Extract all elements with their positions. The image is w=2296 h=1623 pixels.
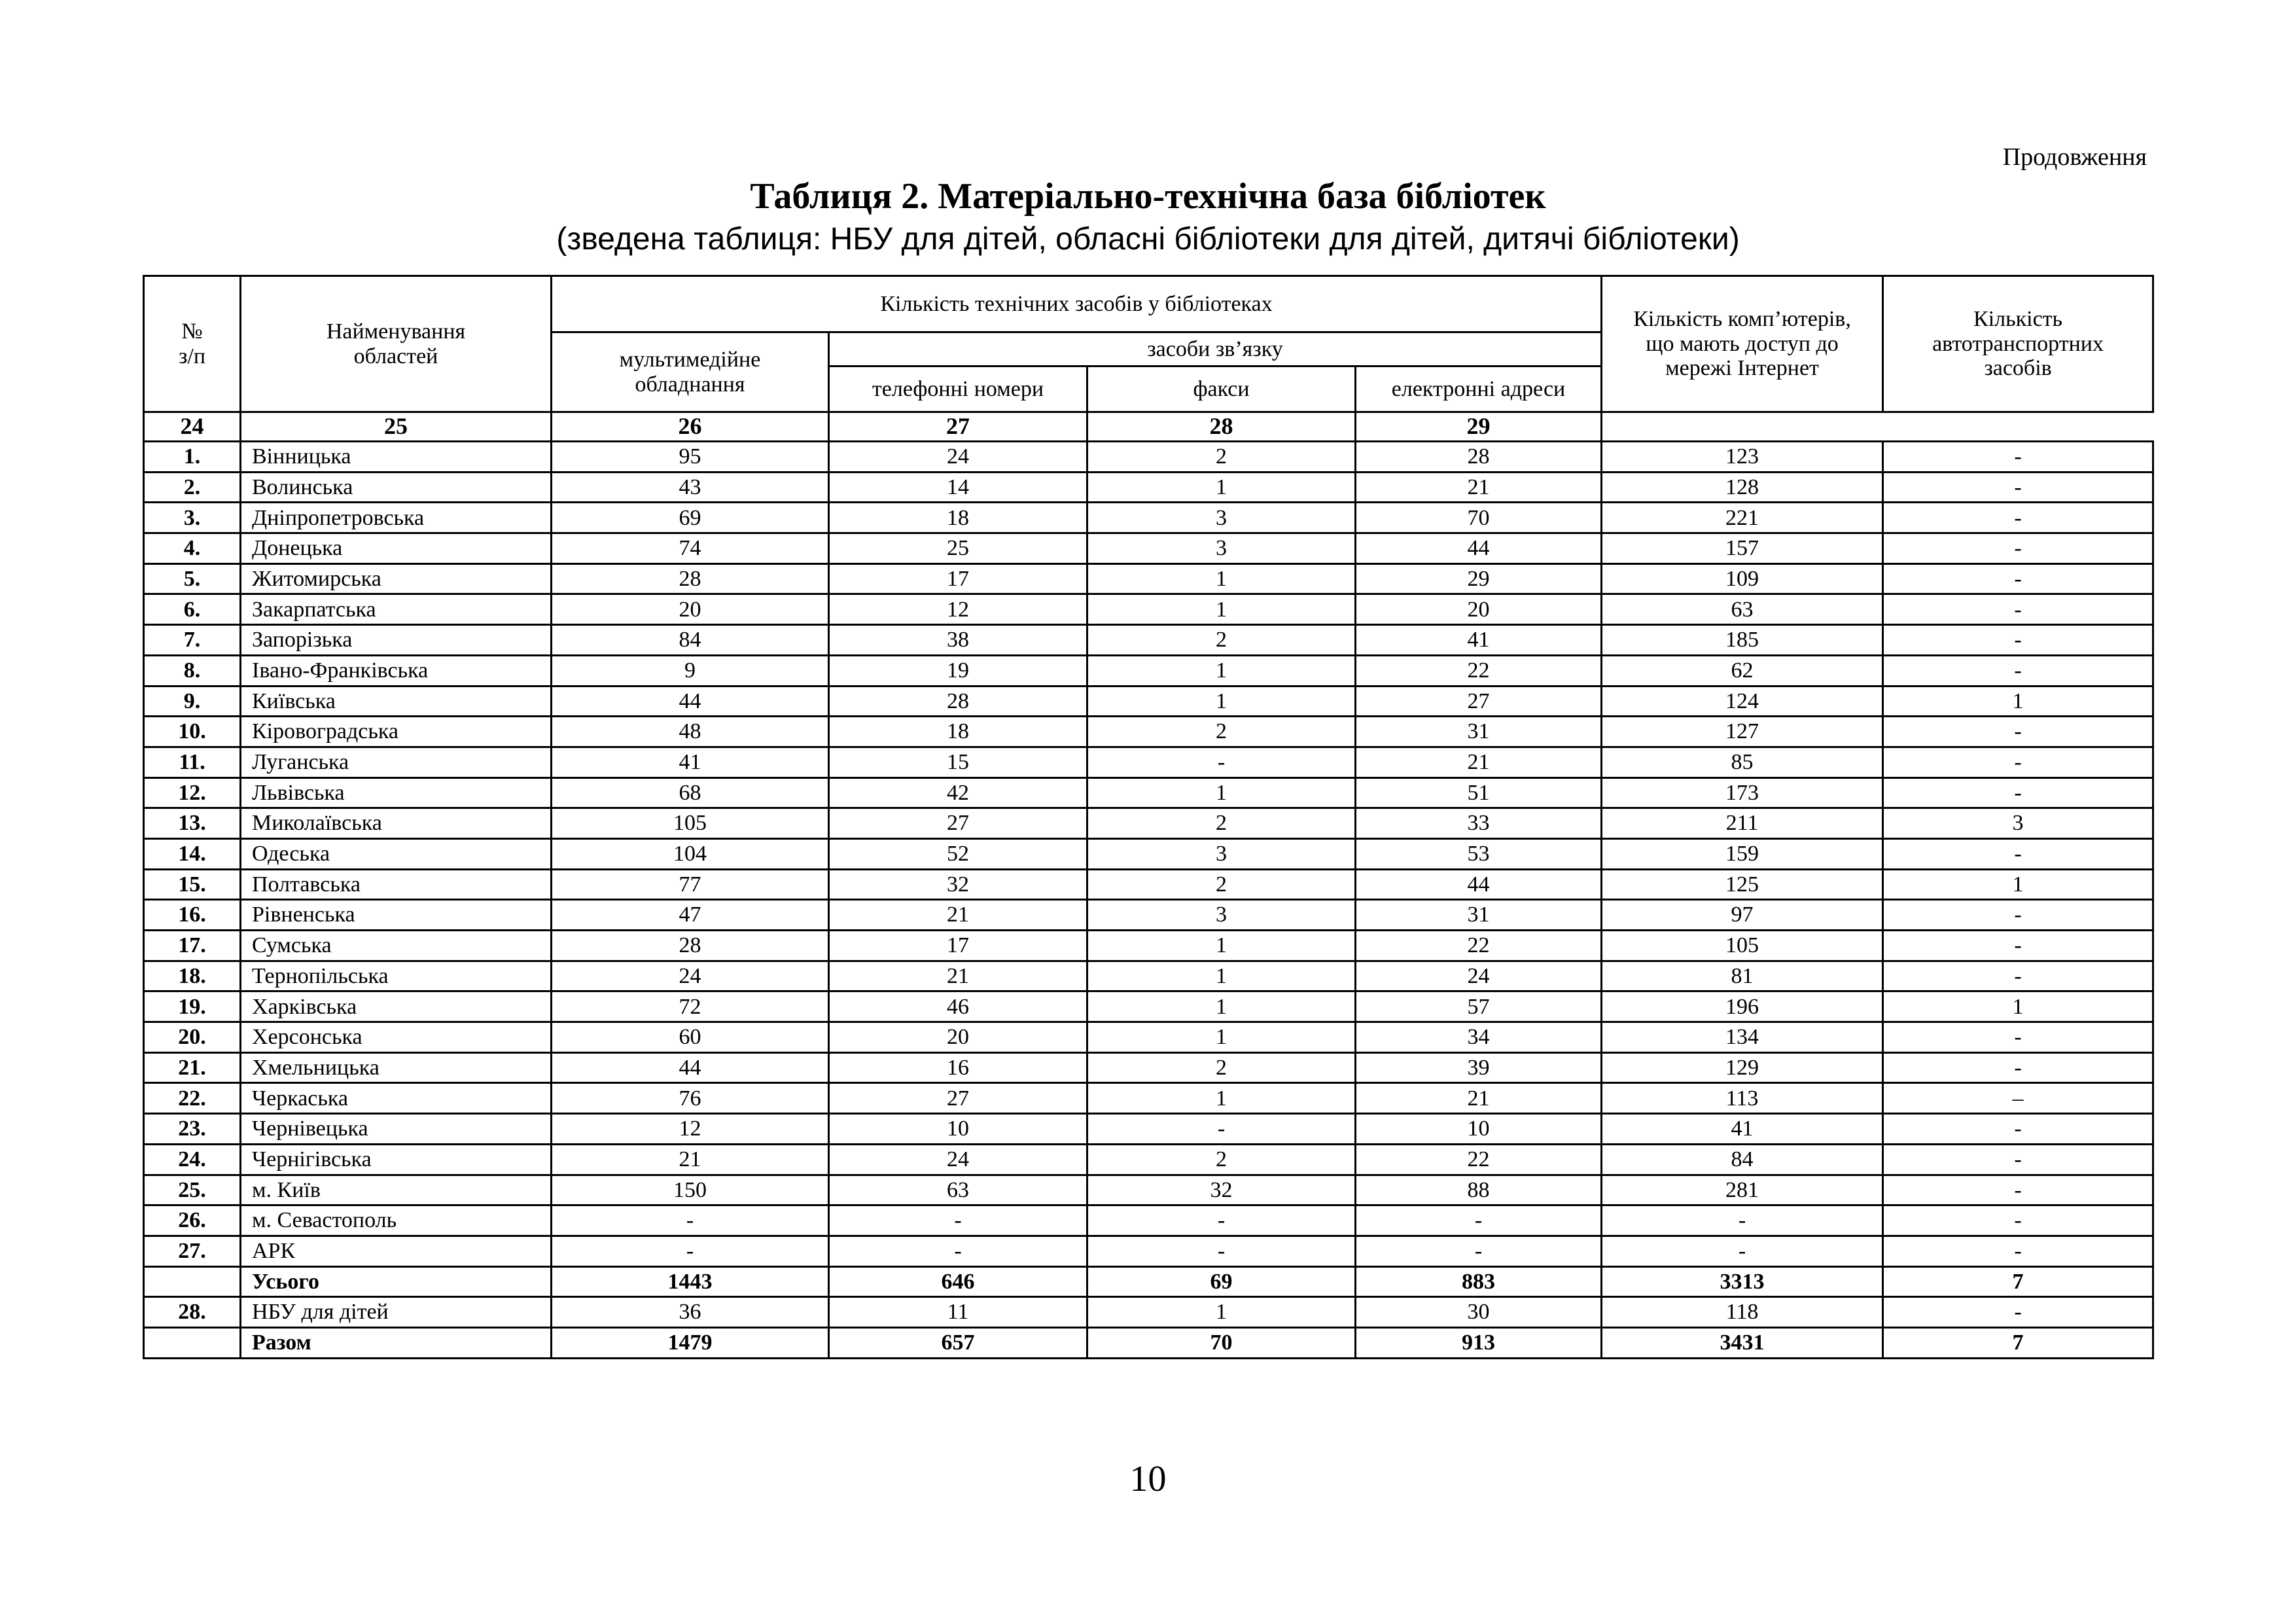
table-row [144, 961, 2153, 991]
value-cell: - [1883, 717, 2153, 747]
column-number-row [144, 412, 2153, 442]
value-cell: - [1883, 1297, 2153, 1328]
value-cell: 10 [829, 1114, 1087, 1145]
table-row [144, 503, 2153, 533]
value-cell: 41 [1602, 1114, 1883, 1145]
value-cell: 88 [1356, 1175, 1602, 1205]
value-cell: 24 [552, 961, 829, 991]
value-cell: - [1883, 1022, 2153, 1053]
value-cell: - [1087, 1114, 1356, 1145]
value-cell: 3 [1087, 838, 1356, 869]
value-cell: 281 [1602, 1175, 1883, 1205]
row-number: 19. [144, 991, 241, 1022]
value-cell: 12 [829, 594, 1087, 625]
value-cell: 25 [829, 533, 1087, 564]
value-cell: - [1087, 1205, 1356, 1236]
table-subtitle: (зведена таблиця: НБУ для дітей, обласні бібліотеки для дітей, дитячі бібліотеки) [556, 222, 1740, 257]
table-row [144, 625, 2153, 656]
total-row [144, 1327, 2153, 1358]
value-cell: 22 [1356, 931, 1602, 961]
value-cell: 1 [1087, 594, 1356, 625]
row-number: 12. [144, 777, 241, 808]
region-name: Хмельницька [241, 1052, 552, 1083]
value-cell: 211 [1602, 808, 1883, 839]
value-cell: 17 [829, 931, 1087, 961]
table-row [144, 869, 2153, 900]
table-row [144, 1144, 2153, 1175]
region-name: м. Київ [241, 1175, 552, 1205]
row-number: 20. [144, 1022, 241, 1053]
table-row [144, 1114, 2153, 1145]
value-cell: 33 [1356, 808, 1602, 839]
table-row [144, 1052, 2153, 1083]
value-cell: 173 [1602, 777, 1883, 808]
row-number: 7. [144, 625, 241, 656]
value-cell: 20 [829, 1022, 1087, 1053]
value-cell: 2 [1087, 869, 1356, 900]
value-cell: 69 [1087, 1266, 1356, 1297]
value-cell: 70 [1356, 503, 1602, 533]
value-cell: 1 [1087, 655, 1356, 686]
value-cell: 129 [1602, 1052, 1883, 1083]
value-cell: 46 [829, 991, 1087, 1022]
row-number: 13. [144, 808, 241, 839]
region-name: Рівненська [241, 900, 552, 931]
value-cell: 27 [829, 808, 1087, 839]
value-cell: 68 [552, 777, 829, 808]
value-cell: 113 [1602, 1083, 1883, 1114]
header-region-name: Найменування областей [241, 276, 552, 412]
region-name: АРК [241, 1236, 552, 1266]
value-cell: 63 [829, 1175, 1087, 1205]
value-cell: 123 [1602, 442, 1883, 473]
region-name: Разом [241, 1327, 552, 1358]
value-cell: - [1883, 1175, 2153, 1205]
value-cell: 62 [1602, 655, 1883, 686]
value-cell: 1 [1087, 1083, 1356, 1114]
region-name: Донецька [241, 533, 552, 564]
value-cell: 74 [552, 533, 829, 564]
value-cell: 3 [1087, 900, 1356, 931]
row-number: 26. [144, 1205, 241, 1236]
value-cell: - [1883, 563, 2153, 594]
value-cell: 95 [552, 442, 829, 473]
value-cell: 97 [1602, 900, 1883, 931]
value-cell: 7 [1883, 1266, 2153, 1297]
header-emails: електронні адреси [1356, 366, 1602, 412]
value-cell: 3431 [1602, 1327, 1883, 1358]
value-cell: 1 [1087, 472, 1356, 503]
value-cell: 2 [1087, 717, 1356, 747]
value-cell: 39 [1356, 1052, 1602, 1083]
value-cell: - [1087, 747, 1356, 777]
value-cell: - [1883, 777, 2153, 808]
value-cell: 44 [552, 686, 829, 717]
table-row [144, 1236, 2153, 1266]
region-name: Одеська [241, 838, 552, 869]
row-number: 3. [144, 503, 241, 533]
value-cell: - [1883, 747, 2153, 777]
value-cell: 22 [1356, 1144, 1602, 1175]
value-cell: 1 [1883, 686, 2153, 717]
value-cell: 18 [829, 717, 1087, 747]
value-cell: 24 [829, 442, 1087, 473]
value-cell: 14 [829, 472, 1087, 503]
table-row [144, 686, 2153, 717]
header-communication-group: засоби зв’язку [829, 332, 1602, 366]
value-cell: - [1883, 533, 2153, 564]
page-number: 10 [1129, 1459, 1167, 1499]
column-number-cell: 26 [552, 412, 829, 442]
value-cell: 81 [1602, 961, 1883, 991]
region-name: Луганська [241, 747, 552, 777]
value-cell: 150 [552, 1175, 829, 1205]
value-cell: 41 [1356, 625, 1602, 656]
value-cell: 57 [1356, 991, 1602, 1022]
region-name: Черкаська [241, 1083, 552, 1114]
value-cell: - [829, 1205, 1087, 1236]
region-name: Херсонська [241, 1022, 552, 1053]
row-number: 25. [144, 1175, 241, 1205]
table-row [144, 594, 2153, 625]
row-number: 28. [144, 1297, 241, 1328]
header-phones: телефонні номери [829, 366, 1087, 412]
value-cell: 51 [1356, 777, 1602, 808]
value-cell: 128 [1602, 472, 1883, 503]
table-row [144, 1083, 2153, 1114]
value-cell: 20 [1356, 594, 1602, 625]
region-name: Волинська [241, 472, 552, 503]
value-cell: 9 [552, 655, 829, 686]
region-name: Закарпатська [241, 594, 552, 625]
table-row [144, 1175, 2153, 1205]
value-cell: 28 [1356, 442, 1602, 473]
region-name: Сумська [241, 931, 552, 961]
value-cell: 159 [1602, 838, 1883, 869]
value-cell: 21 [1356, 472, 1602, 503]
value-cell: - [1883, 931, 2153, 961]
value-cell: - [1883, 838, 2153, 869]
value-cell: 21 [1356, 1083, 1602, 1114]
value-cell: - [1087, 1236, 1356, 1266]
row-number: 5. [144, 563, 241, 594]
row-number: 21. [144, 1052, 241, 1083]
value-cell: 24 [829, 1144, 1087, 1175]
region-name: Усього [241, 1266, 552, 1297]
value-cell: 1 [1087, 777, 1356, 808]
value-cell: - [1883, 1205, 2153, 1236]
value-cell: 105 [1602, 931, 1883, 961]
value-cell: 48 [552, 717, 829, 747]
value-cell: 3313 [1602, 1266, 1883, 1297]
column-number-cell: 25 [241, 412, 552, 442]
value-cell: 104 [552, 838, 829, 869]
row-number: 16. [144, 900, 241, 931]
table-row [144, 777, 2153, 808]
value-cell: 913 [1356, 1327, 1602, 1358]
row-number [144, 1327, 241, 1358]
value-cell: 77 [552, 869, 829, 900]
row-number [144, 1266, 241, 1297]
value-cell: 27 [1356, 686, 1602, 717]
value-cell: - [1883, 1144, 2153, 1175]
region-name: м. Севастополь [241, 1205, 552, 1236]
value-cell: - [1356, 1236, 1602, 1266]
value-cell: - [1602, 1236, 1883, 1266]
value-cell: 20 [552, 594, 829, 625]
value-cell: 15 [829, 747, 1087, 777]
value-cell: - [1883, 1052, 2153, 1083]
value-cell: 883 [1356, 1266, 1602, 1297]
table-row [144, 808, 2153, 839]
row-number: 4. [144, 533, 241, 564]
value-cell: 32 [1087, 1175, 1356, 1205]
region-name: Запорізька [241, 625, 552, 656]
region-name: Чернівецька [241, 1114, 552, 1145]
row-number: 22. [144, 1083, 241, 1114]
region-name: Миколаївська [241, 808, 552, 839]
value-cell: 41 [552, 747, 829, 777]
row-number: 1. [144, 442, 241, 473]
column-number-cell: 29 [1356, 412, 1602, 442]
row-number: 18. [144, 961, 241, 991]
value-cell: 221 [1602, 503, 1883, 533]
region-name: Вінницька [241, 442, 552, 473]
table-row [144, 838, 2153, 869]
value-cell: - [1356, 1205, 1602, 1236]
value-cell: 19 [829, 655, 1087, 686]
value-cell: 185 [1602, 625, 1883, 656]
value-cell: 47 [552, 900, 829, 931]
value-cell: 3 [1087, 503, 1356, 533]
value-cell: 134 [1602, 1022, 1883, 1053]
value-cell: 85 [1602, 747, 1883, 777]
value-cell: 16 [829, 1052, 1087, 1083]
value-cell: 127 [1602, 717, 1883, 747]
row-number: 14. [144, 838, 241, 869]
header-computers: Кількість комп’ютерів, що мають доступ до мережі Інтернет [1602, 276, 1883, 412]
value-cell: 52 [829, 838, 1087, 869]
header-faxes: факси [1087, 366, 1356, 412]
column-number-cell: 24 [144, 412, 241, 442]
region-name: НБУ для дітей [241, 1297, 552, 1328]
value-cell: 43 [552, 472, 829, 503]
value-cell: 118 [1602, 1297, 1883, 1328]
column-number-cell: 28 [1087, 412, 1356, 442]
value-cell: 1 [1883, 991, 2153, 1022]
value-cell: 30 [1356, 1297, 1602, 1328]
row-number: 8. [144, 655, 241, 686]
value-cell: 1 [1087, 931, 1356, 961]
value-cell: 44 [1356, 533, 1602, 564]
value-cell: - [1883, 900, 2153, 931]
value-cell: 24 [1356, 961, 1602, 991]
row-number: 2. [144, 472, 241, 503]
row-number: 6. [144, 594, 241, 625]
value-cell: 109 [1602, 563, 1883, 594]
value-cell: 27 [829, 1083, 1087, 1114]
value-cell: 70 [1087, 1327, 1356, 1358]
value-cell: 2 [1087, 808, 1356, 839]
value-cell: 60 [552, 1022, 829, 1053]
value-cell: 1 [1087, 563, 1356, 594]
value-cell: 2 [1087, 625, 1356, 656]
row-number: 23. [144, 1114, 241, 1145]
value-cell: 36 [552, 1297, 829, 1328]
table-row [144, 563, 2153, 594]
table-row [144, 900, 2153, 931]
value-cell: 53 [1356, 838, 1602, 869]
value-cell: 157 [1602, 533, 1883, 564]
table-row [144, 1205, 2153, 1236]
value-cell: 76 [552, 1083, 829, 1114]
value-cell: 31 [1356, 900, 1602, 931]
value-cell: - [552, 1236, 829, 1266]
row-number: 17. [144, 931, 241, 961]
value-cell: 72 [552, 991, 829, 1022]
value-cell: - [1883, 442, 2153, 473]
value-cell: 124 [1602, 686, 1883, 717]
table-row [144, 991, 2153, 1022]
header-multimedia: мультимедійне обладнання [552, 332, 829, 412]
table-row [144, 717, 2153, 747]
value-cell: 1 [1883, 869, 2153, 900]
value-cell: 29 [1356, 563, 1602, 594]
table-row [144, 442, 2153, 473]
value-cell: 1479 [552, 1327, 829, 1358]
value-cell: 34 [1356, 1022, 1602, 1053]
row-number: 15. [144, 869, 241, 900]
value-cell: 28 [829, 686, 1087, 717]
value-cell: - [829, 1236, 1087, 1266]
region-name: Тернопільська [241, 961, 552, 991]
header-tech-group: Кількість технічних засобів у бібліотеках [552, 276, 1602, 332]
value-cell: 38 [829, 625, 1087, 656]
region-name: Харківська [241, 991, 552, 1022]
header-number: № з/п [144, 276, 241, 412]
table-row [144, 1297, 2153, 1328]
column-number-cell: 27 [829, 412, 1087, 442]
region-name: Дніпропетровська [241, 503, 552, 533]
value-cell: 31 [1356, 717, 1602, 747]
row-number: 24. [144, 1144, 241, 1175]
value-cell: - [1883, 472, 2153, 503]
value-cell: 1 [1087, 1022, 1356, 1053]
value-cell: 28 [552, 563, 829, 594]
value-cell: - [1883, 961, 2153, 991]
value-cell: - [1883, 655, 2153, 686]
row-number: 27. [144, 1236, 241, 1266]
value-cell: 69 [552, 503, 829, 533]
region-name: Львівська [241, 777, 552, 808]
value-cell: - [1883, 1236, 2153, 1266]
value-cell: 7 [1883, 1327, 2153, 1358]
region-name: Івано-Франківська [241, 655, 552, 686]
value-cell: 657 [829, 1327, 1087, 1358]
value-cell: – [1883, 1083, 2153, 1114]
value-cell: 1 [1087, 961, 1356, 991]
value-cell: 2 [1087, 1052, 1356, 1083]
value-cell: 28 [552, 931, 829, 961]
value-cell: 44 [552, 1052, 829, 1083]
region-name: Київська [241, 686, 552, 717]
value-cell: 196 [1602, 991, 1883, 1022]
value-cell: 21 [552, 1144, 829, 1175]
value-cell: 42 [829, 777, 1087, 808]
value-cell: 1 [1087, 1297, 1356, 1328]
value-cell: 18 [829, 503, 1087, 533]
value-cell: - [1883, 594, 2153, 625]
continuation-label: Продовження [2002, 143, 2147, 171]
value-cell: 12 [552, 1114, 829, 1145]
value-cell: 32 [829, 869, 1087, 900]
value-cell: 22 [1356, 655, 1602, 686]
region-name: Житомирська [241, 563, 552, 594]
value-cell: 21 [829, 961, 1087, 991]
row-number: 9. [144, 686, 241, 717]
value-cell: 1 [1087, 686, 1356, 717]
value-cell: 1 [1087, 991, 1356, 1022]
value-cell: 2 [1087, 442, 1356, 473]
value-cell: 3 [1883, 808, 2153, 839]
value-cell: 125 [1602, 869, 1883, 900]
value-cell: 646 [829, 1266, 1087, 1297]
row-number: 10. [144, 717, 241, 747]
library-equipment-table [143, 275, 2154, 1359]
region-name: Чернігівська [241, 1144, 552, 1175]
value-cell: 63 [1602, 594, 1883, 625]
value-cell: 84 [552, 625, 829, 656]
row-number: 11. [144, 747, 241, 777]
value-cell: - [1883, 1114, 2153, 1145]
value-cell: 10 [1356, 1114, 1602, 1145]
table-row [144, 655, 2153, 686]
table-row [144, 747, 2153, 777]
value-cell: 44 [1356, 869, 1602, 900]
value-cell: 21 [1356, 747, 1602, 777]
table-row [144, 533, 2153, 564]
value-cell: 84 [1602, 1144, 1883, 1175]
table-row [144, 931, 2153, 961]
value-cell: - [1883, 625, 2153, 656]
table-title: Таблиця 2. Матеріально-технічна база бібліотек [750, 176, 1546, 217]
value-cell: 21 [829, 900, 1087, 931]
value-cell: 2 [1087, 1144, 1356, 1175]
value-cell: 3 [1087, 533, 1356, 564]
value-cell: 105 [552, 808, 829, 839]
value-cell: 17 [829, 563, 1087, 594]
value-cell: 11 [829, 1297, 1087, 1328]
value-cell: - [1602, 1205, 1883, 1236]
value-cell: - [1883, 503, 2153, 533]
total-row [144, 1266, 2153, 1297]
table-row [144, 1022, 2153, 1053]
value-cell: 1443 [552, 1266, 829, 1297]
region-name: Полтавська [241, 869, 552, 900]
value-cell: - [552, 1205, 829, 1236]
table-row [144, 472, 2153, 503]
header-vehicles: Кількість автотранспортних засобів [1883, 276, 2153, 412]
region-name: Кіровоградська [241, 717, 552, 747]
